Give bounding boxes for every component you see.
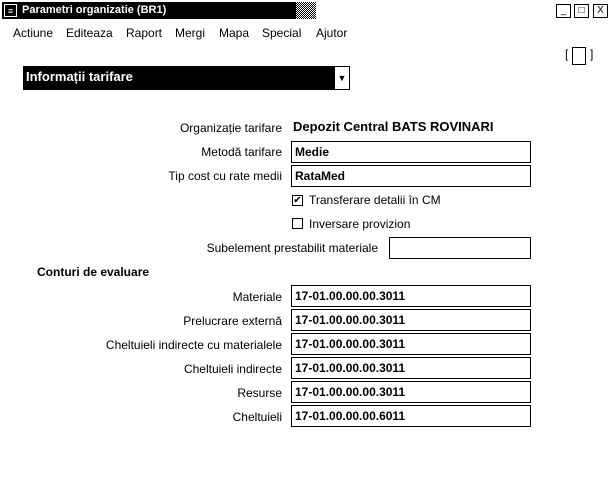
transfer-label: Transferare detalii în CM bbox=[309, 193, 441, 207]
minimize-button[interactable]: _ bbox=[556, 4, 571, 18]
account-label-cheltuieli: Cheltuieli bbox=[232, 410, 282, 424]
account-label-resurse: Resurse bbox=[237, 386, 282, 400]
account-field-cheltuieli[interactable]: 17-01.00.00.00.6011 bbox=[291, 405, 531, 427]
invert-label: Inversare provizion bbox=[309, 217, 411, 231]
method-field[interactable]: Medie bbox=[291, 141, 531, 163]
indicator-left-bracket: [ bbox=[565, 47, 569, 61]
org-label: Organizație tarifare bbox=[179, 121, 282, 135]
account-field-indirecte-materiale[interactable]: 17-01.00.00.00.3011 bbox=[291, 333, 531, 355]
menu-mergi[interactable]: Mergi bbox=[175, 26, 206, 40]
title-dither-pattern bbox=[296, 2, 316, 19]
invert-checkbox[interactable] bbox=[292, 218, 303, 229]
window-title: Parametri organizatie (BR1) bbox=[2, 2, 316, 19]
title-bar[interactable] bbox=[0, 0, 613, 22]
org-value: Depozit Central BATS ROVINARI bbox=[293, 119, 494, 134]
menu-bar bbox=[0, 24, 613, 42]
menu-actiune[interactable]: Actiune bbox=[13, 26, 54, 40]
cost-type-label: Tip cost cu rate medii bbox=[168, 169, 282, 183]
app-menu-icon[interactable]: ≡ bbox=[4, 4, 17, 17]
account-label-prelucrare: Prelucrare externă bbox=[183, 314, 282, 328]
record-indicator bbox=[572, 47, 586, 65]
cost-type-field[interactable]: RataMed bbox=[291, 165, 531, 187]
transfer-checkbox[interactable]: ✔ bbox=[293, 195, 302, 206]
chevron-down-icon[interactable]: ▼ bbox=[337, 73, 347, 83]
block-select-value[interactable]: Informații tarifare bbox=[24, 67, 335, 89]
close-button[interactable]: X bbox=[593, 4, 608, 18]
account-field-materiale[interactable]: 17-01.00.00.00.3011 bbox=[291, 285, 531, 307]
account-field-indirecte[interactable]: 17-01.00.00.00.3011 bbox=[291, 357, 531, 379]
indicator-right-bracket: ] bbox=[590, 47, 594, 61]
account-label-materiale: Materiale bbox=[232, 290, 282, 304]
account-label-indirecte: Cheltuieli indirecte bbox=[183, 362, 282, 376]
method-label: Metodă tarifare bbox=[201, 145, 282, 159]
menu-editeaza[interactable]: Editeaza bbox=[66, 26, 113, 40]
menu-mapa[interactable]: Mapa bbox=[219, 26, 250, 40]
account-field-prelucrare[interactable]: 17-01.00.00.00.3011 bbox=[291, 309, 531, 331]
maximize-button[interactable]: □ bbox=[574, 4, 589, 18]
section-heading: Conturi de evaluare bbox=[37, 265, 150, 279]
subelement-label: Subelement prestabilit materiale bbox=[206, 241, 378, 255]
menu-special[interactable]: Special bbox=[262, 26, 302, 40]
menu-raport[interactable]: Raport bbox=[126, 26, 163, 40]
menu-ajutor[interactable]: Ajutor bbox=[316, 26, 348, 40]
account-label-indirecte-materiale: Cheltuieli indirecte cu materialele bbox=[105, 338, 282, 352]
account-field-resurse[interactable]: 17-01.00.00.00.3011 bbox=[291, 381, 531, 403]
subelement-field[interactable] bbox=[389, 237, 531, 259]
